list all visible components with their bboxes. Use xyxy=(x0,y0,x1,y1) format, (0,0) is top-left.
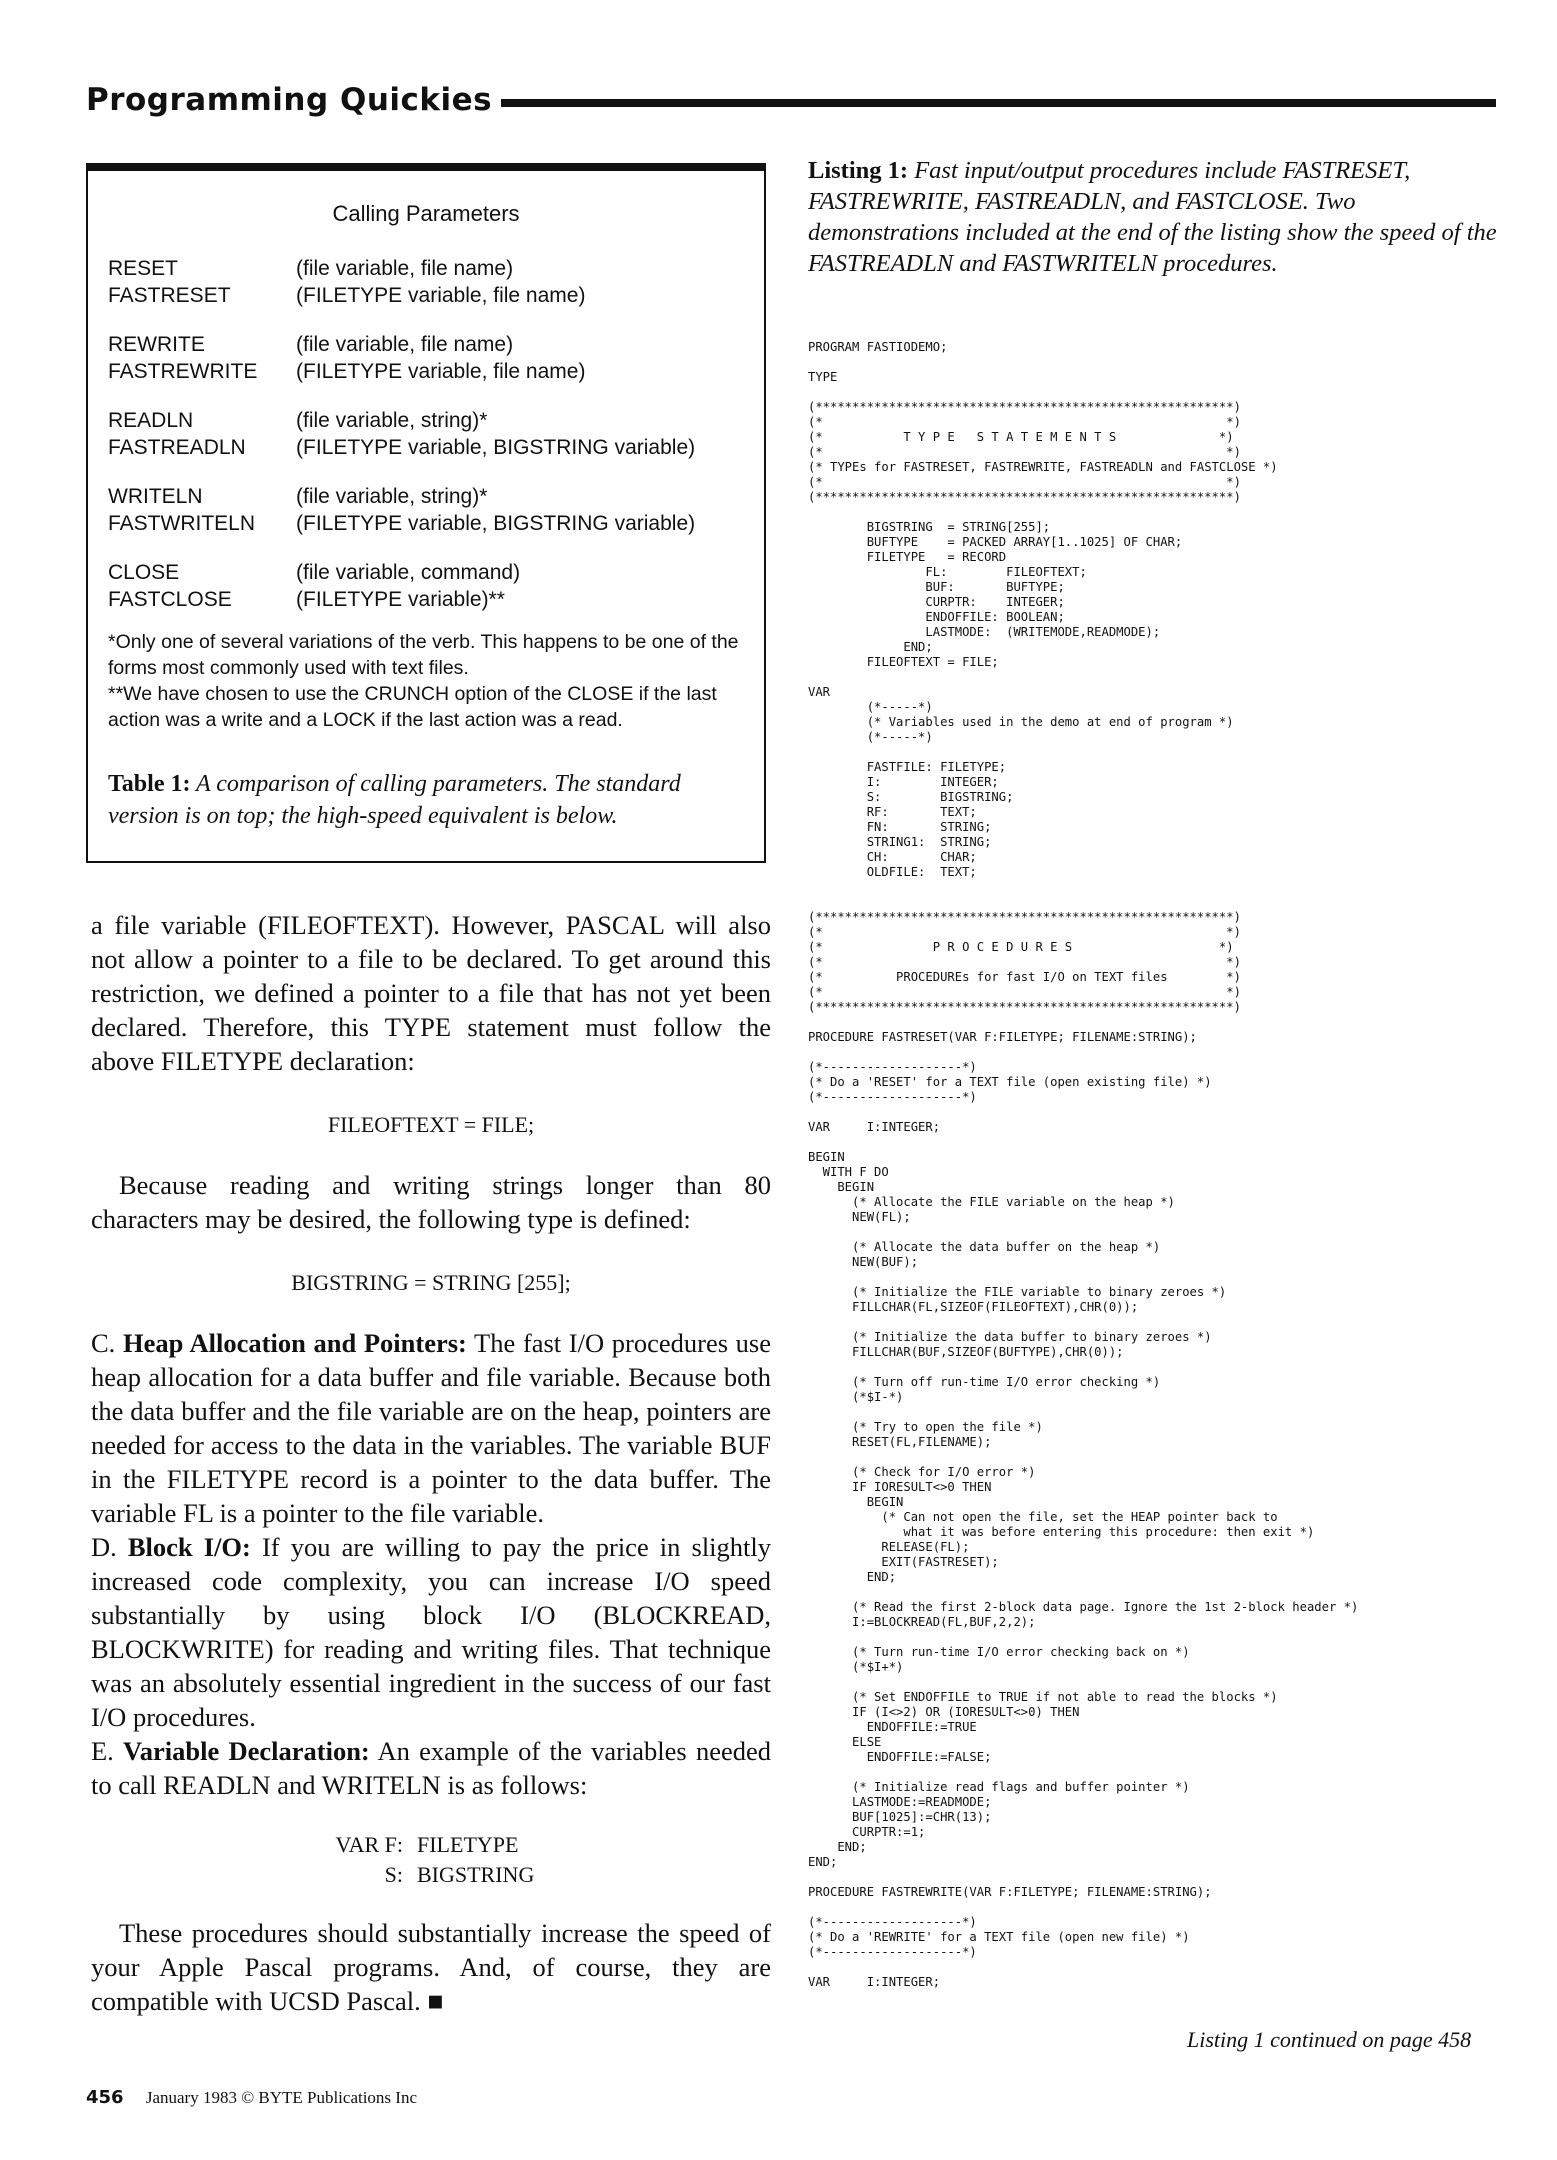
page-header xyxy=(86,82,1496,122)
table-1 xyxy=(86,163,766,863)
var-key: S: xyxy=(384,1862,403,1887)
closing-paragraph xyxy=(91,1916,771,2018)
section-d xyxy=(91,1530,771,1734)
paragraph: a file variable (FILEOFTEXT). However, PASCAL will also not allow a pointer to a file to be declared. To get around this restriction, we defined a pointer to a file that has not yet been declared. Therefore, this TYPE statement must follow the above FILETYPE declaration: xyxy=(91,910,771,1076)
verb-fast: FASTRESET xyxy=(108,284,231,307)
params-standard: (file variable, string)* xyxy=(296,409,488,432)
section-text: An example of the variables needed to call READLN and WRITELN is as follows: xyxy=(91,1736,771,1800)
section-title: Programming Quickies xyxy=(86,82,493,118)
listing-caption-label: Listing 1: xyxy=(808,157,909,184)
section-text: If you are willing to pay the price in slightly increased code complexity, you can increase I/O speed substantially by using block I/O (BLOCKREAD, BLOCKWRITE) for reading and writing files. That technique was an absolutely essential ingredient in the success of our fast I/O procedures. xyxy=(91,1532,772,1732)
table-row-writeln xyxy=(108,483,748,537)
section-heading: Block I/O: xyxy=(127,1532,251,1562)
verb-standard: READLN xyxy=(108,409,194,432)
verb-fast: FASTREWRITE xyxy=(108,360,258,383)
continued-note: Listing 1 continued on page 458 xyxy=(1187,2027,1472,2052)
footnote-2: **We have chosen to use the CRUNCH option of the CLOSE if the last action was a write and a LOCK if the last action was a read. xyxy=(108,683,717,731)
code-line-fileoftext: FILEOFTEXT = FILE; xyxy=(327,1112,535,1137)
params-standard: (file variable, string)* xyxy=(296,485,488,508)
footnote-1: *Only one of several variations of the verb. This happens to be one of the forms most commonly used with text files. xyxy=(108,631,739,679)
params-standard: (file variable, file name) xyxy=(296,333,514,356)
listing-caption-text: Fast input/output procedures include FASTRESET, FASTREWRITE, FASTREADLN, and FASTCLOSE. Two demonstrations included at the end of the listing show the speed of the FASTREADLN and FASTWRITELN procedures. xyxy=(808,157,1497,277)
section-text: The fast I/O procedures use heap allocation for a data buffer and file variable. Because both the data buffer and the file variable are on the heap, pointers are needed for access to the data in the variables. The variable BUF in the FILETYPE record is a pointer to the data buffer. The variable FL is a pointer to the file variable. xyxy=(91,1328,772,1528)
verb-fast: FASTREADLN xyxy=(108,436,246,459)
var-key: VAR F: xyxy=(335,1832,403,1857)
verb-fast: FASTCLOSE xyxy=(108,588,232,611)
verb-standard: REWRITE xyxy=(108,333,205,356)
page-number: 456 xyxy=(86,2087,124,2108)
params-standard: (file variable, command) xyxy=(296,561,521,584)
table-heading: Calling Parameters xyxy=(332,201,520,226)
page-footer xyxy=(86,2087,417,2108)
table-caption xyxy=(108,768,748,832)
paragraph: Because reading and writing strings longer than 80 characters may be desired, the following type is defined: xyxy=(91,1170,771,1234)
section-heading: Variable Declaration: xyxy=(123,1736,370,1766)
end-mark-icon: ■ xyxy=(427,1986,444,2016)
article-body xyxy=(91,908,771,2018)
code-listing: PROGRAM FASTIODEMO; TYPE (*********************************************************) (* *) (* T Y P E S T A T E M E N T S *) (* *) (* TYPEs for FASTRESET, FASTREWRITE, FASTREADLN and FASTCLOSE *) (* *) (*********************************************************) BIGSTRING = STRING[255]; BUFTYPE = PACKED ARRAY[1..1025] OF CHAR; FILETYPE = RECORD FL: FILEOFTEXT; BUF: BUFTYPE; CURPTR: INTEGER; ENDOFFILE: BOOLEAN; LASTMODE: (WRITEMODE,READMODE); END; FILEOFTEXT = FILE; VAR (*-----*) (* Variables used in the demo at end of program *) (*-----*) FASTFILE: FILETYPE; I: INTEGER; S: BIGSTRING; RF: TEXT; FN: STRING; STRING1: STRING; CH: CHAR; OLDFILE: TEXT; (*********************************************************) (* *) (* P R O C E D U R E S *) (* *) (* PROCEDUREs for fast I/O on TEXT files *) (* *) (*********************************************************) PROCEDURE FASTRESET(VAR F:FILETYPE; FILENAME:STRING); (*-------------------*) (* Do a 'RESET' for a TEXT file (open existing file) *) (*-------------------*) VAR I:INTEGER; BEGIN WITH F DO BEGIN (* Allocate the FILE variable on the heap *) NEW(FL); (* Allocate the data buffer on the heap *) NEW(BUF); (* Initialize the FILE variable to binary zeroes *) FILLCHAR(FL,SIZEOF(FILEOFTEXT),CHR(0)); (* Initialize the data buffer to binary zeroes *) FILLCHAR(BUF,SIZEOF(BUFTYPE),CHR(0)); (* Turn off run-time I/O error checking *) (*$I-*) (* Try to open the file *) RESET(FL,FILENAME); (* Check for I/O error *) IF IORESULT<>0 THEN BEGIN (* Can not open the file, set the HEAP pointer back to what it was before entering this procedure: then exit *) RELEASE(FL); EXIT(FASTRESET); END; (* Read the first 2-block data page. Ignore the 1st 2-block header *) I:=BLOCKREAD(FL,BUF,2,2); (* Turn run-time I/O error checking back on *) (*$I+*) (* Set ENDOFFILE to TRUE if not able to read the blocks *) IF (I<>2) OR (IORESULT<>0) THEN ENDOFFILE:=TRUE ELSE ENDOFFILE:=FALSE; (* Initialize read flags and buffer pointer *) LASTMODE:=READMODE; BUF[1025]:=CHR(13); CURPTR:=1; END; END; PROCEDURE FASTREWRITE(VAR F:FILETYPE; FILENAME:STRING); (*-------------------*) (* Do a 'REWRITE' for a TEXT file (open new file) *) (*-------------------*) VAR I:INTEGER; xyxy=(808,340,1359,1989)
header-rule xyxy=(501,99,1496,107)
verb-fast: FASTWRITELN xyxy=(108,512,256,535)
footer-text: January 1983 © BYTE Publications Inc xyxy=(145,2088,418,2107)
table-row-rewrite xyxy=(108,331,748,385)
code-line-bigstring: BIGSTRING = STRING [255]; xyxy=(291,1270,571,1295)
table-row-reset xyxy=(108,255,748,309)
table-caption-label: Table 1: xyxy=(108,771,191,797)
verb-standard: RESET xyxy=(108,257,179,280)
section-prefix: D. xyxy=(91,1532,117,1562)
params-fast: (FILETYPE variable, BIGSTRING variable) xyxy=(296,436,696,459)
section-prefix: E. xyxy=(91,1736,114,1766)
var-type: BIGSTRING xyxy=(417,1862,535,1887)
var-type: FILETYPE xyxy=(417,1832,519,1857)
table-caption-text: A comparison of calling parameters. The standard version is on top; the high-speed equivalent is below. xyxy=(108,771,681,829)
section-e xyxy=(91,1734,771,1802)
verb-standard: CLOSE xyxy=(108,561,180,584)
closing-text: These procedures should substantially increase the speed of your Apple Pascal programs. And, of course, they are compatible with UCSD Pascal. xyxy=(91,1918,771,2016)
table-row-readln xyxy=(108,407,748,461)
section-heading: Heap Allocation and Pointers: xyxy=(122,1328,467,1358)
params-fast: (FILETYPE variable, file name) xyxy=(296,360,586,383)
table-footnotes xyxy=(108,629,748,733)
params-fast: (FILETYPE variable, BIGSTRING variable) xyxy=(296,512,696,535)
table-row-close xyxy=(108,559,748,613)
params-fast: (FILETYPE variable, file name) xyxy=(296,284,586,307)
listing-caption xyxy=(808,155,1498,279)
section-c xyxy=(91,1326,771,1530)
var-declaration-example xyxy=(313,1830,771,1890)
params-standard: (file variable, file name) xyxy=(296,257,514,280)
params-fast: (FILETYPE variable)** xyxy=(296,588,505,611)
section-prefix: C. xyxy=(91,1328,116,1358)
verb-standard: WRITELN xyxy=(108,485,203,508)
